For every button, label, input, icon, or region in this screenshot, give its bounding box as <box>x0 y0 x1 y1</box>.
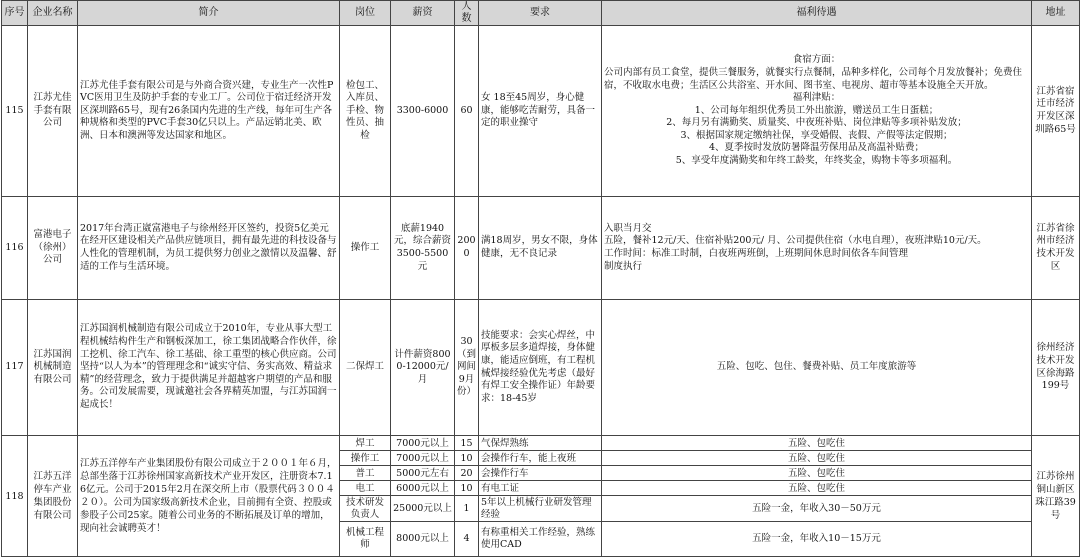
job-welfare: 五险、包吃、包住、餐费补贴、员工年度旅游等 <box>602 300 1032 436</box>
job-requirement: 满18周岁，男女不限，身体健康，无不良记录 <box>479 197 602 300</box>
welfare-line: 2、每月另有满勤奖、质量奖、中夜班补贴、岗位津贴等多项补贴发放； <box>666 117 967 129</box>
header-position: 岗位 <box>340 1 391 26</box>
company-intro: 2017年台湾正崴富港电子与徐州经开区签约，投资5亿美元在经开区建设相关产品供应链项目，拥有最先进的科技设备与人性化的管理机制，为员工提供努力创业之激情以及温馨、舒适的工作与生活环境。 <box>78 197 340 300</box>
header-requirement: 要求 <box>479 1 602 26</box>
welfare-line: 5、享受年度满勤奖和年终工龄奖，年终奖金，购物卡等多项福利。 <box>675 155 958 167</box>
job-position: 焊工 <box>340 436 391 451</box>
header-no: 序号 <box>2 1 28 26</box>
job-count: 10 <box>455 451 479 466</box>
table-row <box>2 436 1080 451</box>
row-no: 118 <box>2 436 28 557</box>
table-row <box>2 197 1080 300</box>
job-requirement: 技能要求：会实心焊丝，中厚板多层多道焊接，身体健康，能适应倒班，有工程机械焊接经验优先考虑（最好有焊工安全操作证）年龄要求：18-45岁 <box>479 300 602 436</box>
header-count: 人数 <box>455 1 479 26</box>
job-salary: 25000元以上 <box>391 496 455 522</box>
welfare-line: 食宿方面： <box>792 54 841 66</box>
job-count: 60 <box>455 26 479 197</box>
job-salary: 计件薪资8000-12000元/月 <box>391 300 455 436</box>
job-salary: 底薪1940元，综合薪资3500-5500元 <box>391 197 455 300</box>
row-no: 116 <box>2 197 28 300</box>
job-requirement: 5年以上机械行业研发管理经验 <box>479 496 602 522</box>
row-no: 115 <box>2 26 28 197</box>
job-requirement: 有电工证 <box>479 481 602 496</box>
table-row <box>2 300 1080 436</box>
company-name: 江苏五洋停车产业集团股份有限公司 <box>28 436 78 557</box>
job-position: 普工 <box>340 466 391 481</box>
header-intro: 简介 <box>78 1 340 26</box>
job-welfare <box>602 197 1032 300</box>
job-position: 操作工 <box>340 451 391 466</box>
welfare-line: 1、公司每年组织优秀员工外出旅游，赠送员工生日蛋糕； <box>694 104 939 116</box>
company-name: 江苏尤佳手套有限公司 <box>28 26 78 197</box>
job-welfare: 五险一金，年收入30－50万元 <box>602 496 1032 522</box>
company-address: 江苏省宿迁市经济开发区深圳路65号 <box>1032 26 1080 197</box>
job-requirement: 会操作行车，能上夜班 <box>479 451 602 466</box>
job-count: 15 <box>455 436 479 451</box>
job-position: 电工 <box>340 481 391 496</box>
company-intro: 江苏国润机械制造有限公司成立于2010年，专业从事大型工程机械结构件生产和钢板深加工，徐工集团战略合作伙伴，徐工挖机、徐工汽车、徐工基础、徐工重型的核心供应商。公司坚持“以人为本”的管理理念和“诚实守信、务实高效、精益求精”的经营理念，致力于提供满足并超越客户期望的产品和服务。公司发展需要，现诚邀社会各界精英加盟，与江苏国润一起成长！ <box>78 300 340 436</box>
company-intro: 江苏五洋停车产业集团股份有限公司成立于２００１年６月，总部坐落于江苏徐州国家高新技术产业开发区，注册资本7.16亿元。公司于2015年2月在深交所上市（股票代码３００４２０）。公司为国家级高新技术企业，目前拥有全资、控股或参股子公司25家。随着公司业务的不断拓展及订单的增加，现向社会诚聘英才！ <box>78 436 340 557</box>
welfare-line: 公司内部有员工食堂，提供三餐服务，就餐实行点餐制，品种多样化，公司每个月发放餐补；免费住宿，不收取水电费；生活区公共浴室、开水间、图书室、电视房、超市等基本设施全天开放。 <box>604 66 1023 91</box>
job-welfare: 五险、包吃住 <box>602 436 1032 451</box>
job-count: 2000 <box>455 197 479 300</box>
company-intro: 江苏尤佳手套有限公司是与外商合资兴建，专业生产一次性PVC医用卫生及防护手套的专业工厂。公司位于宿迁经济开发区深圳路65号，现有26条国内先进的生产线，每年可生产各种规格和类型的PVC手套30亿只以上。产品远销北美、欧洲、日本和澳洲等发达国家和地区。 <box>78 26 340 197</box>
job-requirement: 有称重相关工作经验，熟练使用CAD <box>479 522 602 557</box>
welfare-line: 4、夏季按时发放防暑降温劳保用品及高温补贴费； <box>708 142 925 154</box>
company-address: 江苏省徐州市经济技术开发区 <box>1032 197 1080 300</box>
job-salary: 7000元以上 <box>391 451 455 466</box>
welfare-line: 五险，餐补12元/天、住宿补贴200元/ 月、公司提供住宿（水电自理），夜班津贴10元/天。 <box>604 235 987 247</box>
job-position: 技术研发负责人 <box>340 496 391 522</box>
job-welfare: 五险、包吃住 <box>602 451 1032 466</box>
header-company: 企业名称 <box>28 1 78 26</box>
company-address: 徐州经济技术开发区徐海路199号 <box>1032 300 1080 436</box>
job-position: 二保焊工 <box>340 300 391 436</box>
header-row <box>2 1 1080 26</box>
table-row <box>2 26 1080 197</box>
row-no: 117 <box>2 300 28 436</box>
welfare-line: 制度执行 <box>604 260 643 272</box>
job-salary: 6000元以上 <box>391 481 455 496</box>
job-count: 4 <box>455 522 479 557</box>
welfare-line: 福利津贴： <box>792 92 841 104</box>
job-count: 30（到网间9月份） <box>455 300 479 436</box>
job-salary: 3300-6000 <box>391 26 455 197</box>
header-address: 地址 <box>1032 1 1080 26</box>
job-count: 1 <box>455 496 479 522</box>
job-welfare <box>602 26 1032 197</box>
header-salary: 薪资 <box>391 1 455 26</box>
job-salary: 5000元左右 <box>391 466 455 481</box>
job-salary: 8000元以上 <box>391 522 455 557</box>
company-name: 富港电子（徐州）公司 <box>28 197 78 300</box>
job-salary: 7000元以上 <box>391 436 455 451</box>
job-requirement: 气保焊熟练 <box>479 436 602 451</box>
job-welfare: 五险、包吃住 <box>602 466 1032 481</box>
welfare-line: 3、根据国家规定缴纳社保，享受婚假、丧假、产假等法定假期； <box>680 129 953 141</box>
job-count: 10 <box>455 481 479 496</box>
header-welfare: 福利待遇 <box>602 1 1032 26</box>
welfare-line: 工作时间：标准工时制，白夜班两班倒，上班期间休息时间依各车间管理 <box>604 248 909 259</box>
company-name: 江苏国润机械制造有限公司 <box>28 300 78 436</box>
job-requirement: 女 18至45周岁，身心健康，能够吃苦耐劳，具备一定的职业操守 <box>479 26 602 197</box>
job-count: 20 <box>455 466 479 481</box>
job-position: 机械工程师 <box>340 522 391 557</box>
job-position: 检包工、入库员、手检、物性员、抽检 <box>340 26 391 197</box>
company-address: 江苏徐州铜山新区珠江路39号 <box>1032 436 1080 557</box>
welfare-line: 入职当月交 <box>604 222 652 234</box>
job-requirement: 会操作行车 <box>479 466 602 481</box>
job-position: 操作工 <box>340 197 391 300</box>
job-welfare: 五险一金，年收入10－15万元 <box>602 522 1032 557</box>
job-welfare: 五险、包吃住 <box>602 481 1032 496</box>
job-table <box>1 0 1080 557</box>
